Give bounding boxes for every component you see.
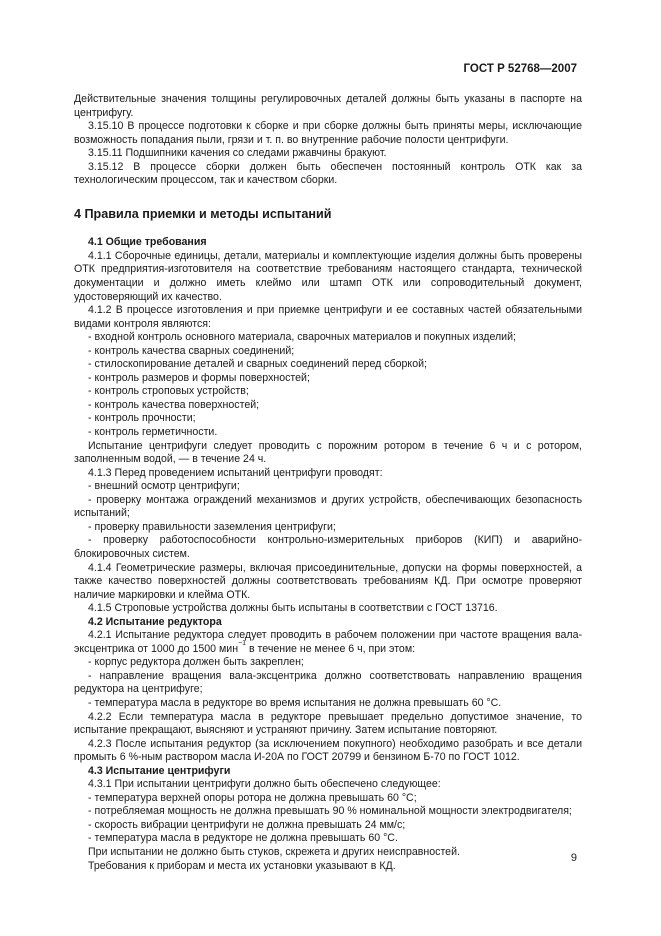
paragraph-text: в течение не менее 6 ч, при этом: — [246, 642, 416, 655]
subsection-heading: 4.2 Испытание редуктора — [88, 615, 222, 628]
paragraph: - внешний осмотр центрифуги; — [88, 480, 240, 493]
paragraph: - проверку правильности заземления центрифуги; — [88, 520, 336, 533]
paragraph: При испытании не должно быть стуков, скрежета и других неисправностей. — [88, 845, 460, 858]
paragraph: - контроль прочности; — [88, 412, 196, 425]
paragraph: 3.15.10 В процессе подготовки к сборке и при сборке должны быть приняты меры, исключающие возможность попадания пыли, грязи и т. п. во внутренние рабочие полости центрифуги. — [74, 120, 582, 146]
paragraph: Испытание центрифуги следует проводить с порожним ротором в течение 6 ч и с ротором, заполненным водой, — в течение 24 ч. — [74, 439, 582, 466]
paragraph-text: 4.2.1 Испытание редуктора следует проводить в рабочем положении при частоте вращения вала-эксцентрика от 1000 до 1500 мин — [74, 629, 582, 655]
paragraph: 4.1.2 В процессе изготовления и при приемке центрифуги и ее составных частей обязательными видами контроля являются: — [74, 304, 582, 330]
paragraph: - входной контроль основного материала, сварочных материалов и покупных изделий; — [88, 331, 516, 344]
paragraph: 4.3.1 При испытании центрифуги должно быть обеспечено следующее: — [88, 778, 441, 791]
subsection-heading: 4.3 Испытание центрифуги — [88, 764, 231, 777]
paragraph: - потребляемая мощность не должна превышать 90 % номинальной мощности электродвигателя; — [88, 805, 572, 818]
paragraph: Действительные значения толщины регулировочных деталей должны быть указаны в паспорте на центрифугу. — [74, 93, 582, 119]
document-header: ГОСТ Р 52768—2007 — [463, 63, 577, 75]
paragraph: - проверку монтажа ограждений механизмов и других устройств, обеспечивающих безопасность испытаний; — [74, 493, 582, 520]
paragraph: 4.2.2 Если температура масла в редукторе превышает предельно допустимое значение, то испытание прекращают, выясняют и устраняют причину. Затем испытание повторяют. — [74, 710, 582, 737]
section-heading: 4 Правила приемки и методы испытаний — [74, 206, 332, 221]
paragraph: - корпус редуктора должен быть закреплен; — [88, 656, 304, 669]
paragraph: 4.1.1 Сборочные единицы, детали, материалы и комплектующие изделия должны быть проверены ОТК предприятия-изготовителя на соответствие требованиям настоящего стандарта, технической документации и должно иметь клеймо или штамп ОТК или сопроводительный документ, удостоверяющий их качество. — [74, 249, 582, 303]
paragraph: 4.1.5 Строповые устройства должны быть испытаны в соответствии с ГОСТ 13716. — [88, 602, 498, 615]
paragraph: - контроль качества поверхностей; — [88, 398, 260, 411]
paragraph: 4.2.3 После испытания редуктор (за исключением покупного) необходимо разобрать и все детали промыть 6 %-ным раствором масла И-20А по ГОСТ 20799 и бензином Б-70 по ГОСТ 1012. — [74, 737, 582, 764]
paragraph: - контроль герметичности. — [88, 426, 218, 439]
paragraph: - температура масла в редукторе во время испытания не должна превышать 60 °С. — [88, 696, 502, 709]
paragraph: - температура масла в редукторе не должна превышать 60 °С. — [88, 832, 398, 845]
paragraph: - скорость вибрации центрифуги не должна превышать 24 мм/с; — [88, 818, 406, 831]
paragraph: Требования к приборам и места их установки указывают в КД. — [88, 859, 396, 872]
paragraph: - контроль строповых устройств; — [88, 385, 249, 398]
paragraph: 4.1.3 Перед проведением испытаний центрифуги проводят: — [88, 466, 383, 479]
paragraph: - контроль размеров и формы поверхностей; — [88, 371, 310, 384]
paragraph — [74, 629, 582, 656]
page-number: 9 — [570, 852, 577, 864]
paragraph: - стилоскопирование деталей и сварных соединений перед сборкой; — [88, 358, 427, 371]
paragraph: 3.15.12 В процессе сборки должен быть обеспечен постоянный контроль ОТК как за технологическим процессом, так и качеством сборки. — [74, 160, 582, 187]
document-body — [74, 93, 582, 873]
paragraph: 3.15.11 Подшипники качения со следами ржавчины бракуют. — [88, 147, 387, 160]
subsection-heading: 4.1 Общие требования — [88, 236, 207, 249]
paragraph: - направление вращения вала-эксцентрика должно соответствовать направлению вращения редуктора на центрифуге; — [74, 669, 582, 696]
paragraph: 4.1.4 Геометрические размеры, включая присоединительные, допуски на формы поверхностей, а также качество поверхностей должны соответствовать требованиям КД. При осмотре проверяют наличие маркировки и клейма ОТК. — [74, 561, 582, 601]
paragraph: - температура верхней опоры ротора не должна превышать 60 °С; — [88, 791, 417, 804]
paragraph: - проверку работоспособности контрольно-измерительных приборов (КИП) и аварийно-блокировочных систем. — [74, 534, 582, 560]
unit-exponent: −1 — [238, 639, 247, 647]
paragraph: - контроль качества сварных соединений; — [88, 344, 295, 357]
